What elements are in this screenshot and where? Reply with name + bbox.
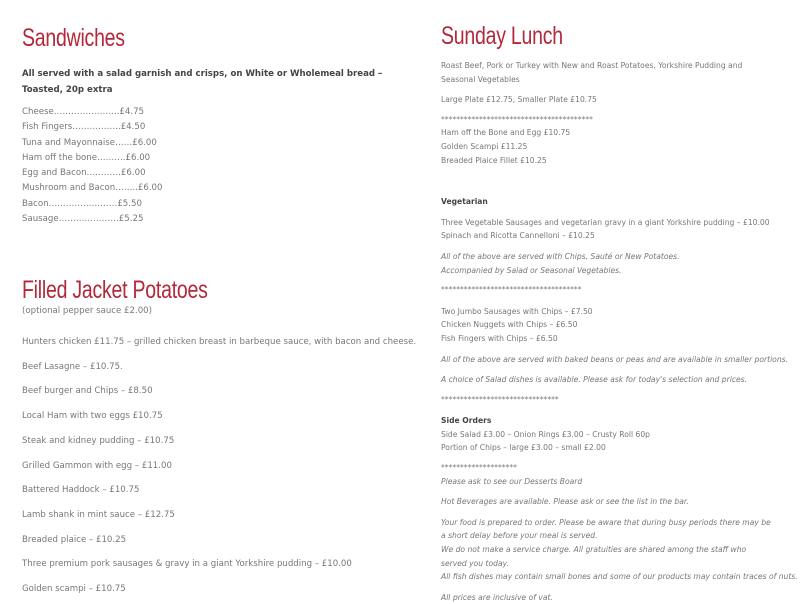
list-item: Beef Lasagne – £10.75. [22, 361, 123, 372]
vat-note: All prices are inclusive of vat. [441, 592, 553, 602]
sunday-lunch-heading: Sunday Lunch [441, 22, 563, 50]
kids-note: All of the above are served with baked beans or peas and are available in smaller portions. [441, 354, 789, 364]
list-item: Tuna and Mayonnaise……£6.00 [22, 137, 157, 148]
side-orders-heading: Side Orders [441, 416, 492, 426]
sunday-description: Roast Beef, Pork or Turkey with New and Roast Potatoes, Yorkshire Pudding and Seasonal Vegetables [441, 61, 743, 84]
list-item: Hunters chicken £11.75 – grilled chicken breast in barbeque sauce, with bacon and cheese. [22, 337, 417, 347]
list-item: Spinach and Ricotta Cannelloni – £10.25 [441, 231, 595, 241]
list-item: Golden Scampi £11.25 [441, 141, 528, 151]
desserts-note: Please ask to see our Desserts Board [441, 476, 583, 486]
list-item: Three premium pork sausages & gravy in a giant Yorkshire pudding – £10.00 [22, 559, 352, 570]
list-item: Fish Fingers……………..£4.50 [22, 122, 146, 133]
vegetarian-note: All of the above are served with Chips, Sauté or New Potatoes. [441, 251, 680, 261]
list-item: Fish Fingers with Chips – £6.50 [441, 333, 558, 343]
right-column [441, 59, 798, 604]
list-item: Breaded Plaice Fillet £10.25 [441, 155, 547, 165]
list-item: Steak and kidney pudding – £10.75 [22, 435, 175, 446]
list-item: Sausage…………………£5.25 [22, 214, 144, 225]
list-item: Cheese…………………..£4.75 [22, 107, 145, 117]
separator: ******************** [441, 463, 517, 473]
list-item: Battered Haddock – £10.75 [22, 485, 140, 496]
list-item: Beef burger and Chips – £8.50 [22, 386, 153, 397]
sandwiches-intro: All served with a salad garnish and crisps, on White or Wholemeal bread – Toasted, 20p extra [22, 69, 383, 95]
list-item: Bacon……………………£5.50 [22, 198, 142, 209]
list-item: Breaded plaice – £10.25 [22, 534, 127, 545]
list-item: Golden scampi – £10.75 [22, 584, 126, 595]
separator: ******************************* [441, 394, 559, 404]
sunday-plates: Large Plate £12.75, Smaller Plate £10.75 [441, 95, 597, 105]
beverages-note: Hot Beverages are available. Please ask or see the list in the bar. [441, 497, 689, 507]
separator: ************************************* [441, 285, 582, 295]
vegetarian-heading: Vegetarian [441, 197, 488, 207]
list-item: Portion of Chips – large £3.00 – small £2.00 [441, 443, 606, 453]
list-item: Egg and Bacon…………£6.00 [22, 168, 146, 179]
list-item: Two Jumbo Sausages with Chips – £7.50 [441, 306, 593, 316]
list-item: Ham off the Bone and Egg £10.75 [441, 128, 571, 138]
list-item: Ham off the bone……….£6.00 [22, 152, 151, 163]
list-item: Three Vegetable Sausages and vegetarian gravy in a giant Yorkshire pudding – £10.00 [441, 217, 770, 227]
jacket-potatoes-heading: Filled Jacket Potatoes [22, 276, 208, 304]
service-note: We do not make a service charge. All gratuities are shared among the staff who served you today. [441, 545, 747, 568]
sandwiches-heading: Sandwiches [22, 24, 125, 52]
list-item: Side Salad £3.00 – Onion Rings £3.00 – Crusty Roll 60p [441, 429, 650, 439]
allergen-note: All fish dishes may contain small bones and some of our products may contain traces of nuts. [441, 572, 798, 582]
list-item: Lamb shank in mint sauce – £12.75 [22, 509, 175, 520]
list-item: Mushroom and Bacon……..£6.00 [22, 183, 163, 194]
salad-note: A choice of Salad dishes is available. Please ask for today's selection and prices. [441, 375, 748, 385]
separator: **************************************** [441, 114, 593, 124]
list-item: Chicken Nuggets with Chips – £6.50 [441, 320, 578, 330]
jacket-note: (optional pepper sauce £2.00) [22, 306, 153, 316]
prepared-note: Your food is prepared to order. Please be aware that during busy periods there may be a short delay before your meal is served. [441, 517, 771, 541]
list-item: Local Ham with two eggs £10.75 [22, 411, 163, 422]
vegetarian-note-2: Accompanied by Salad or Seasonal Vegetables. [441, 265, 622, 275]
list-item: Grilled Gammon with egg – £11.00 [22, 460, 172, 471]
sandwiches-list [22, 105, 163, 227]
jacket-list [22, 330, 416, 602]
